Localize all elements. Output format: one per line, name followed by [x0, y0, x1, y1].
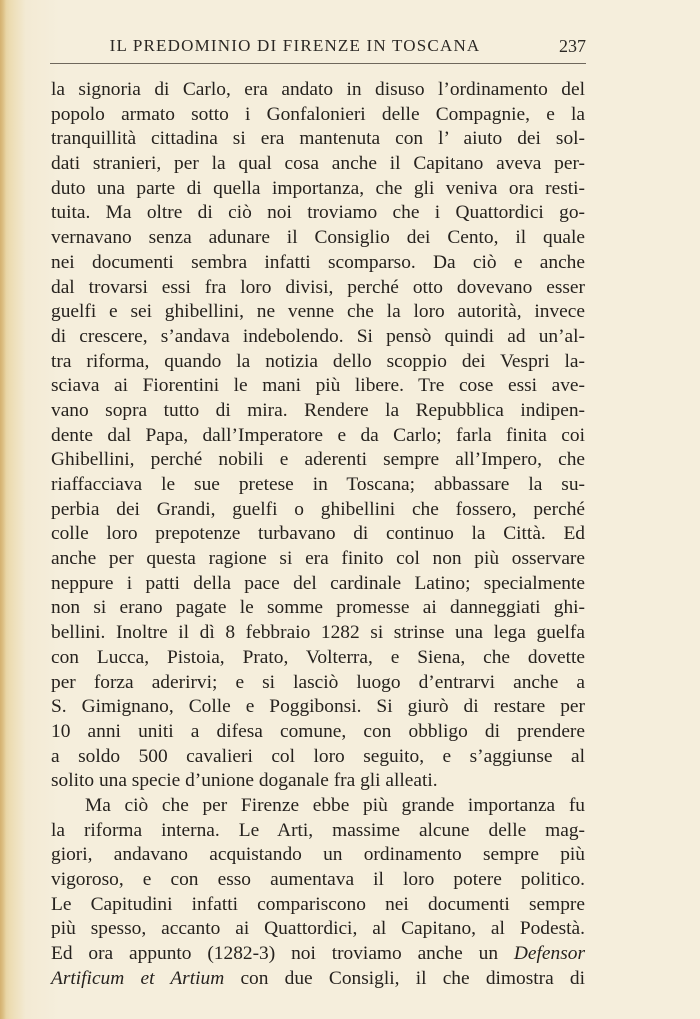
text-line: tranquillità cittadina si era mantenuta con l’ aiuto dei sol-	[51, 128, 585, 150]
text-line: S. Gimignano, Colle e Poggibonsi. Si giurò di restare per	[51, 696, 585, 718]
text-line-mixed	[51, 967, 585, 992]
text-line: 10 anni uniti a difesa comune, con obbligo di prendere	[51, 720, 585, 742]
text-line: la riforma interna. Le Arti, massime alcune delle mag-	[51, 819, 585, 841]
text-line: Ghibellini, perché nobili e aderenti sempre all’Impero, che	[51, 449, 585, 471]
text-line: non si erano pagate le somme promesse ai danneggiati ghi-	[51, 597, 585, 619]
italic-text: Artificum et Artium	[51, 967, 225, 989]
text-line: vigoroso, e con esso aumentava il loro potere politico.	[51, 869, 585, 890]
running-title: IL PREDOMINIO DI FIRENZE IN TOSCANA	[109, 36, 481, 55]
text-line: sciava ai Fiorentini le mani più libere. Tre cose essi ave-	[51, 375, 585, 397]
text-line: tra riforma, quando la notizia dello scoppio dei Vespri la-	[51, 350, 585, 372]
text-line: nei documenti sembra infatti scomparso. Da ciò e anche	[51, 251, 585, 273]
paragraph-2	[51, 794, 585, 992]
page-number: 237	[559, 36, 586, 56]
text-line: giori, andavano acquistando un ordinamento sempre più	[51, 844, 585, 866]
text-line: dal trovarsi essi fra loro divisi, perché otto dovevano esser	[51, 276, 585, 298]
paragraph-1	[51, 78, 585, 794]
text-line: per forza aderirvi; e si lasciò luogo d’entrarvi anche a	[51, 671, 585, 693]
header-rule	[50, 63, 586, 64]
text-line: riaffacciava le sue pretese in Toscana; abbassare la su-	[51, 474, 585, 495]
text-line: dati stranieri, per la qual cosa anche il Capitano aveva per-	[51, 153, 585, 175]
text-line: duto una parte di quella importanza, che gli veniva ora resti-	[51, 177, 585, 199]
text-line: con Lucca, Pistoia, Prato, Volterra, e Siena, che dovette	[51, 646, 585, 668]
text-line: a soldo 500 cavalieri col loro seguito, e s’aggiunse al	[51, 745, 585, 767]
text-line: la signoria di Carlo, era andato in disuso l’ordinamento del	[51, 79, 585, 100]
text-line: di crescere, s’andava indebolendo. Si pensò quindi ad un’al-	[51, 325, 585, 347]
text-line: neppure i patti della pace del cardinale Latino; specialmente	[51, 572, 585, 594]
text-run: con due Consigli, il che dimostra di	[224, 967, 585, 989]
text-line: solito una specie d’unione doganale fra gli alleati.	[51, 770, 438, 792]
text-line: colle loro prepotenze turbavano di continuo la Città. Ed	[51, 523, 585, 545]
text-line: tuita. Ma oltre di ciò noi troviamo che i Quattordici go-	[51, 202, 585, 224]
text-run: Ed ora appunto (1282-3) noi troviamo anche un	[51, 943, 499, 965]
body-text	[51, 78, 585, 991]
text-line: dente dal Papa, dall’Imperatore e da Carlo; farla finita coi	[51, 424, 585, 446]
text-line: anche per questa ragione si era finito col non più osservare	[51, 548, 585, 570]
running-head	[50, 36, 586, 62]
text-line: guelfi e sei ghibellini, ne venne che la loro autorità, invece	[51, 301, 585, 323]
text-line: popolo armato sotto i Gonfalonieri delle Compagnie, e la	[51, 103, 585, 125]
text-line: vernavano senza adunare il Consiglio dei Cento, il quale	[51, 227, 585, 249]
text-line: Ma ciò che per Firenze ebbe più grande importanza fu	[85, 794, 585, 816]
text-line: più spesso, accanto ai Quattordici, al Capitano, al Podestà.	[51, 918, 585, 940]
text-line: Le Capitudini infatti compariscono nei documenti sempre	[51, 893, 585, 915]
text-line: perbia dei Grandi, guelfi o ghibellini che fossero, perché	[51, 498, 585, 520]
italic-text: Defensor	[513, 943, 586, 965]
text-line-mixed	[51, 942, 585, 967]
text-line: bellini. Inoltre il dì 8 febbraio 1282 si strinse una lega guelfa	[51, 622, 585, 644]
text-line: vano sopra tutto di mira. Rendere la Repubblica indipen-	[51, 399, 585, 421]
